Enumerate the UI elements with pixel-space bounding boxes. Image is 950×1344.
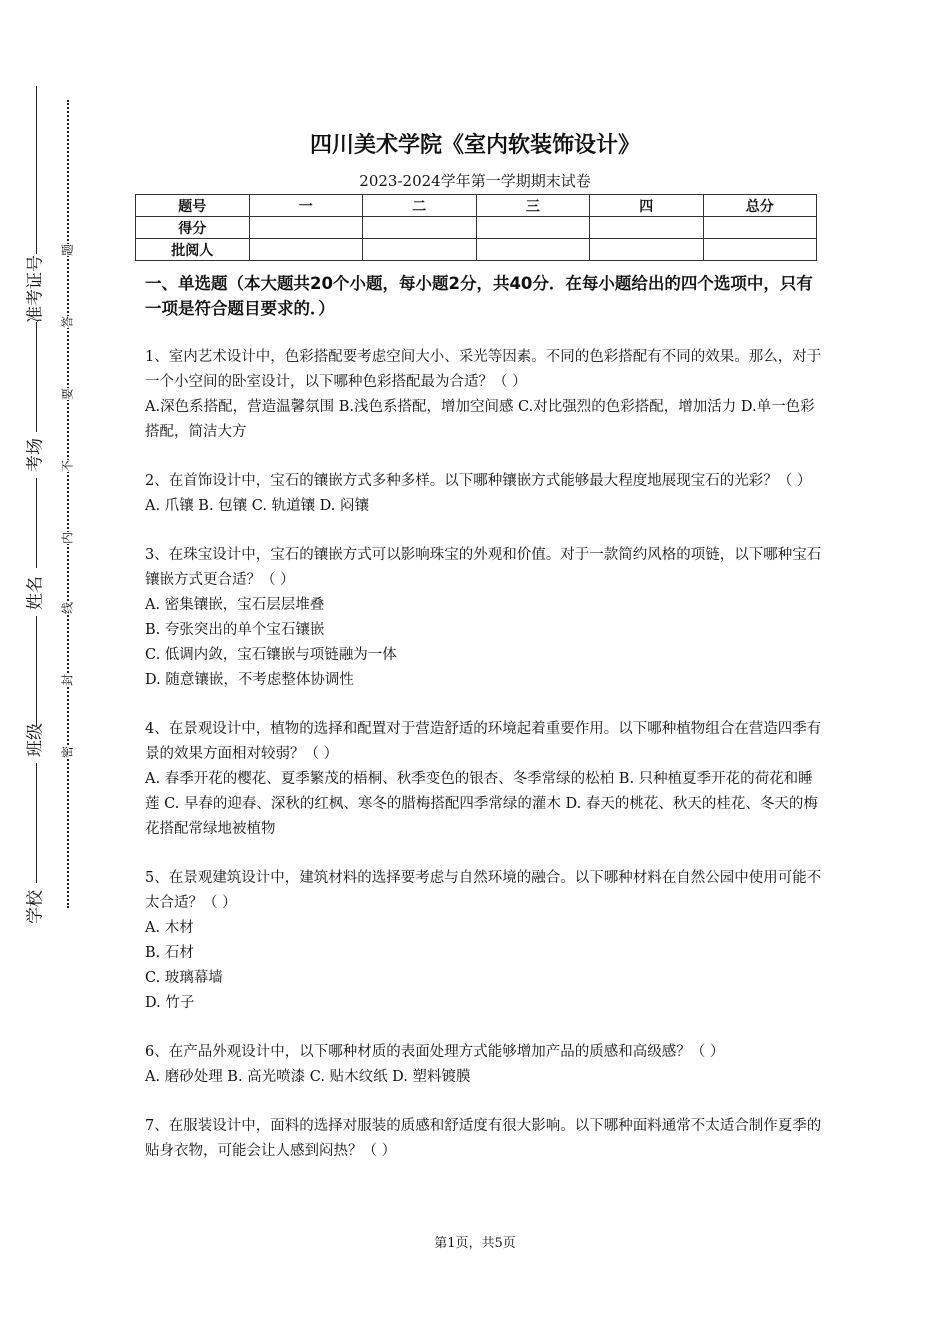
score-table-header-cell: 题号 bbox=[136, 195, 250, 217]
question-text: 2、在首饰设计中，宝石的镶嵌方式多种多样。以下哪种镶嵌方式能够最大程度地展现宝石的光彩？（ ） bbox=[145, 473, 812, 489]
question-option: D. 竹子 bbox=[145, 995, 195, 1011]
exam-content bbox=[145, 271, 825, 1164]
binding-line bbox=[36, 616, 37, 726]
seal-dotted-line bbox=[67, 100, 69, 908]
question-item bbox=[145, 469, 825, 519]
grader-cell bbox=[703, 239, 817, 261]
question-item bbox=[145, 866, 825, 1016]
question-item bbox=[145, 1114, 825, 1164]
binding-line bbox=[36, 322, 37, 432]
question-option: D. 随意镶嵌，不考虑整体协调性 bbox=[145, 672, 354, 688]
score-table-header-row bbox=[136, 195, 817, 217]
binding-line bbox=[36, 478, 37, 568]
exam-subtitle: 2023-2024学年第一学期期末试卷 bbox=[359, 172, 591, 190]
score-table-header-cell: 一 bbox=[249, 195, 363, 217]
question-option: A. 木材 bbox=[145, 920, 194, 936]
score-table-header-cell: 三 bbox=[476, 195, 590, 217]
score-table-header-cell: 总分 bbox=[703, 195, 817, 217]
score-cell bbox=[476, 217, 590, 239]
question-item bbox=[145, 543, 825, 693]
question-options: A. 磨砂处理 B. 高光喷漆 C. 贴木纹纸 D. 塑料镀膜 bbox=[145, 1069, 471, 1085]
score-cell bbox=[703, 217, 817, 239]
question-text: 6、在产品外观设计中，以下哪种材质的表面处理方式能够增加产品的质感和高级感？（ ） bbox=[145, 1044, 725, 1060]
section-heading: 一、单选题（本大题共20个小题，每小题2分，共40分．在每小题给出的四个选项中，只有一项是符合题目要求的．） bbox=[145, 274, 813, 318]
score-table-row-label: 得分 bbox=[136, 217, 250, 239]
grader-cell bbox=[476, 239, 590, 261]
grader-cell bbox=[363, 239, 477, 261]
question-option: B. 夸张突出的单个宝石镶嵌 bbox=[145, 622, 325, 638]
question-item bbox=[145, 1040, 825, 1090]
binding-line bbox=[36, 763, 37, 883]
score-table-row bbox=[136, 217, 817, 239]
question-option: A. 密集镶嵌，宝石层层堆叠 bbox=[145, 597, 325, 613]
score-table-header-cell: 二 bbox=[363, 195, 477, 217]
question-text: 4、在景观设计中，植物的选择和配置对于营造舒适的环境起着重要作用。以下哪种植物组合在营造四季有景的效果方面相对较弱？（ ） bbox=[145, 721, 822, 762]
grader-cell bbox=[249, 239, 363, 261]
question-options: A.深色系搭配，营造温馨氛围 B.浅色系搭配，增加空间感 C.对比强烈的色彩搭配，增加活力 D.单一色彩搭配，简洁大方 bbox=[145, 399, 815, 440]
score-table bbox=[135, 194, 817, 261]
binding-margin: 准考证号 考场 姓名 班级 学校 题 答 要 不 内 线 封 密 bbox=[0, 0, 110, 1344]
page-footer: 第1页，共5页 bbox=[434, 1236, 516, 1251]
score-table-row bbox=[136, 239, 817, 261]
question-options: A. 春季开花的樱花、夏季繁茂的梧桐、秋季变色的银杏、冬季常绿的松柏 B. 只种植夏季开花的荷花和睡莲 C. 早春的迎春、深秋的红枫、寒冬的腊梅搭配四季常绿的灌木 D. 春天的桃花、秋天的桂花、冬天的梅花搭配常绿地被植物 bbox=[145, 771, 818, 837]
question-text: 3、在珠宝设计中，宝石的镶嵌方式可以影响珠宝的外观和价值。对于一款简约风格的项链，以下哪种宝石镶嵌方式更合适？（ ） bbox=[145, 547, 822, 588]
question-item bbox=[145, 345, 825, 445]
question-option: B. 石材 bbox=[145, 945, 194, 961]
exam-title: 四川美术学院《室内软装饰设计》 bbox=[309, 133, 640, 158]
question-text: 5、在景观建筑设计中，建筑材料的选择要考虑与自然环境的融合。以下哪种材料在自然公园中使用可能不太合适？（ ） bbox=[145, 870, 822, 911]
question-text: 1、室内艺术设计中，色彩搭配要考虑空间大小、采光等因素。不同的色彩搭配有不同的效果。那么，对于一个小空间的卧室设计，以下哪种色彩搭配最为合适？（ ） bbox=[145, 349, 822, 390]
score-table-header-cell: 四 bbox=[590, 195, 704, 217]
score-cell bbox=[363, 217, 477, 239]
question-options: A. 爪镶 B. 包镶 C. 轨道镶 D. 闷镶 bbox=[145, 498, 370, 514]
question-option: C. 低调内敛，宝石镶嵌与项链融为一体 bbox=[145, 647, 397, 663]
question-option: C. 玻璃幕墙 bbox=[145, 970, 223, 986]
question-item bbox=[145, 717, 825, 842]
question-text: 7、在服装设计中，面料的选择对服装的质感和舒适度有很大影响。以下哪种面料通常不太适合制作夏季的贴身衣物，可能会让人感到闷热？（ ） bbox=[145, 1118, 822, 1159]
score-table-row-label: 批阅人 bbox=[136, 239, 250, 261]
score-cell bbox=[590, 217, 704, 239]
grader-cell bbox=[590, 239, 704, 261]
score-cell bbox=[249, 217, 363, 239]
